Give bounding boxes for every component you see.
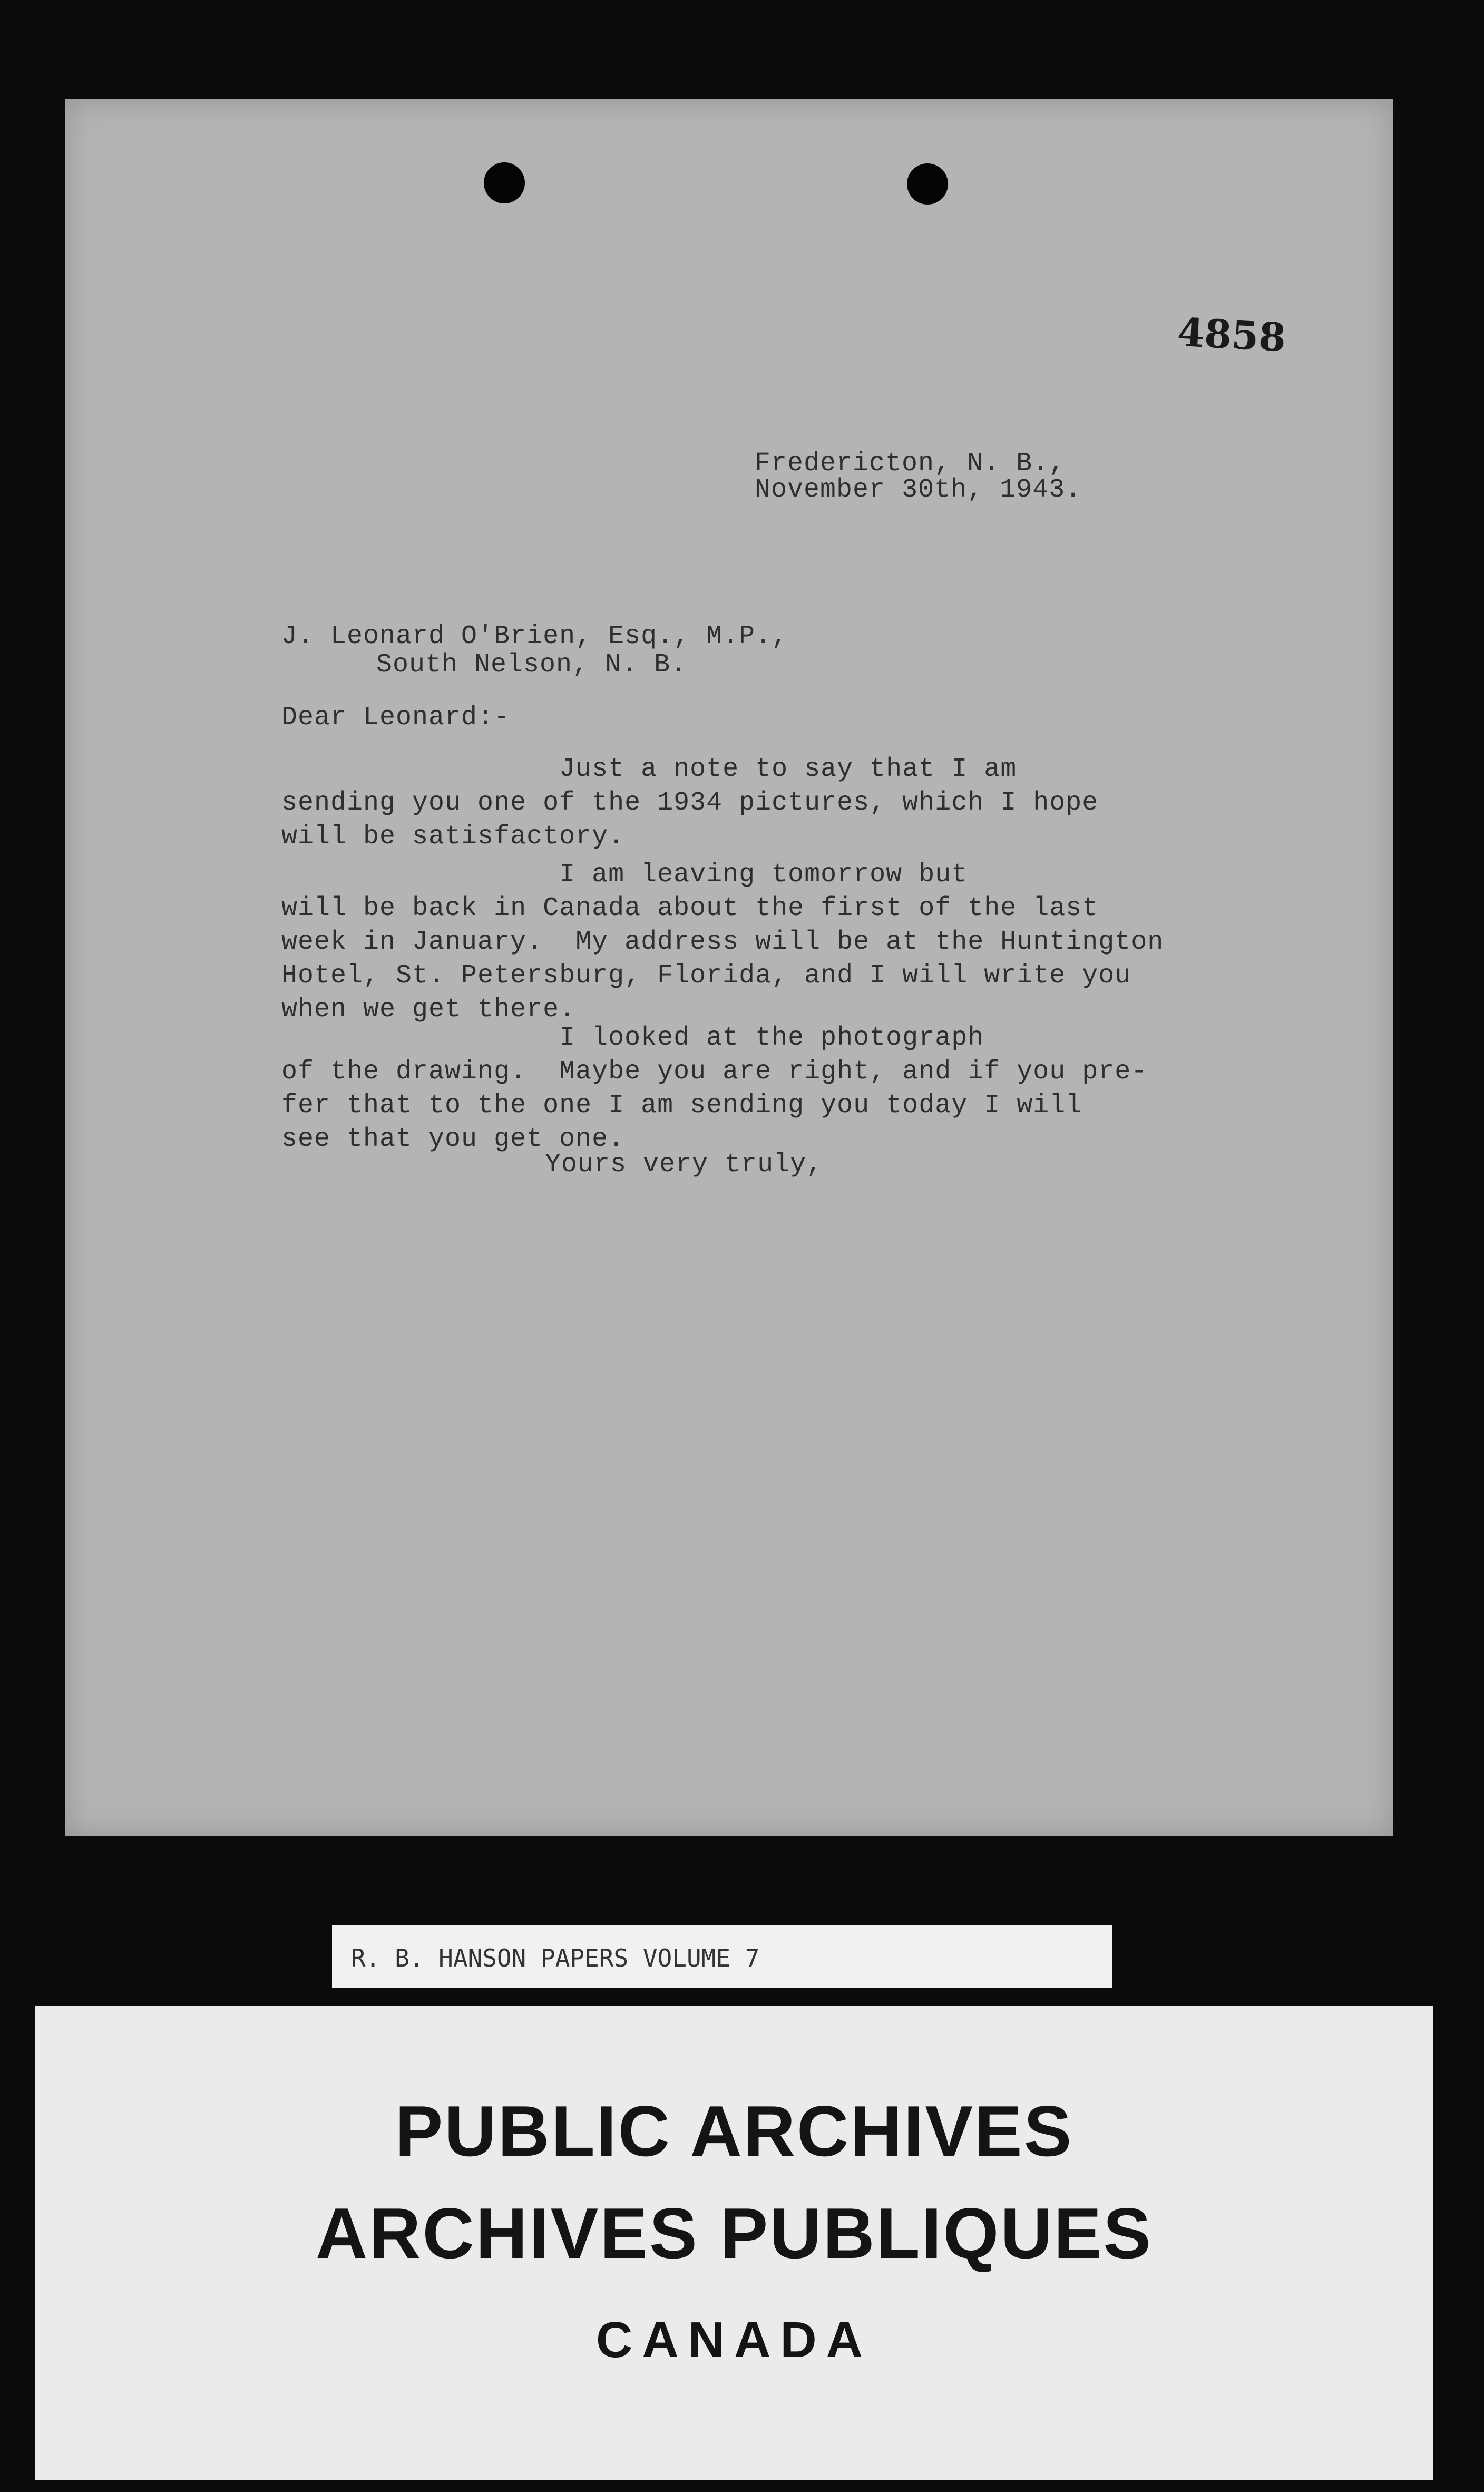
document-number: 4858 (1176, 309, 1287, 361)
recipient-address: South Nelson, N. B. (376, 650, 687, 680)
stamp-line-public-archives: PUBLIC ARCHIVES (395, 2091, 1073, 2171)
body-paragraph-2: I am leaving tomorrow but will be back in Canada about the first of the last week in January. My address will be at the Huntington Hotel, St. Petersburg, Florida, and I will write you when we get there. (281, 860, 1164, 1025)
archives-stamp-card (35, 2006, 1433, 2480)
sender-place: Fredericton, N. B., (755, 449, 1066, 479)
catalog-label-text: R. B. HANSON PAPERS VOLUME 7 (351, 1944, 760, 1972)
stamp-line-archives-publiques: ARCHIVES PUBLIQUES (316, 2193, 1153, 2273)
recipient-name: J. Leonard O'Brien, Esq., M.P., (281, 621, 788, 651)
closing: Yours very truly, (545, 1150, 823, 1180)
punch-hole-right (907, 163, 948, 205)
salutation: Dear Leonard:- (281, 703, 511, 733)
stamp-line-canada: CANADA (596, 2312, 872, 2368)
body-paragraph-1: Just a note to say that I am sending you one of the 1934 pictures, which I hope will be satisfactory. (281, 754, 1099, 852)
letter-page (65, 99, 1393, 1836)
punch-hole-left (484, 162, 525, 203)
letter-date: November 30th, 1943. (755, 475, 1082, 505)
catalog-label (332, 1925, 1112, 1988)
body-paragraph-3: I looked at the photograph of the drawing. Maybe you are right, and if you pre- fer that to the one I am sending you today I will see that you get one. (281, 1023, 1148, 1154)
